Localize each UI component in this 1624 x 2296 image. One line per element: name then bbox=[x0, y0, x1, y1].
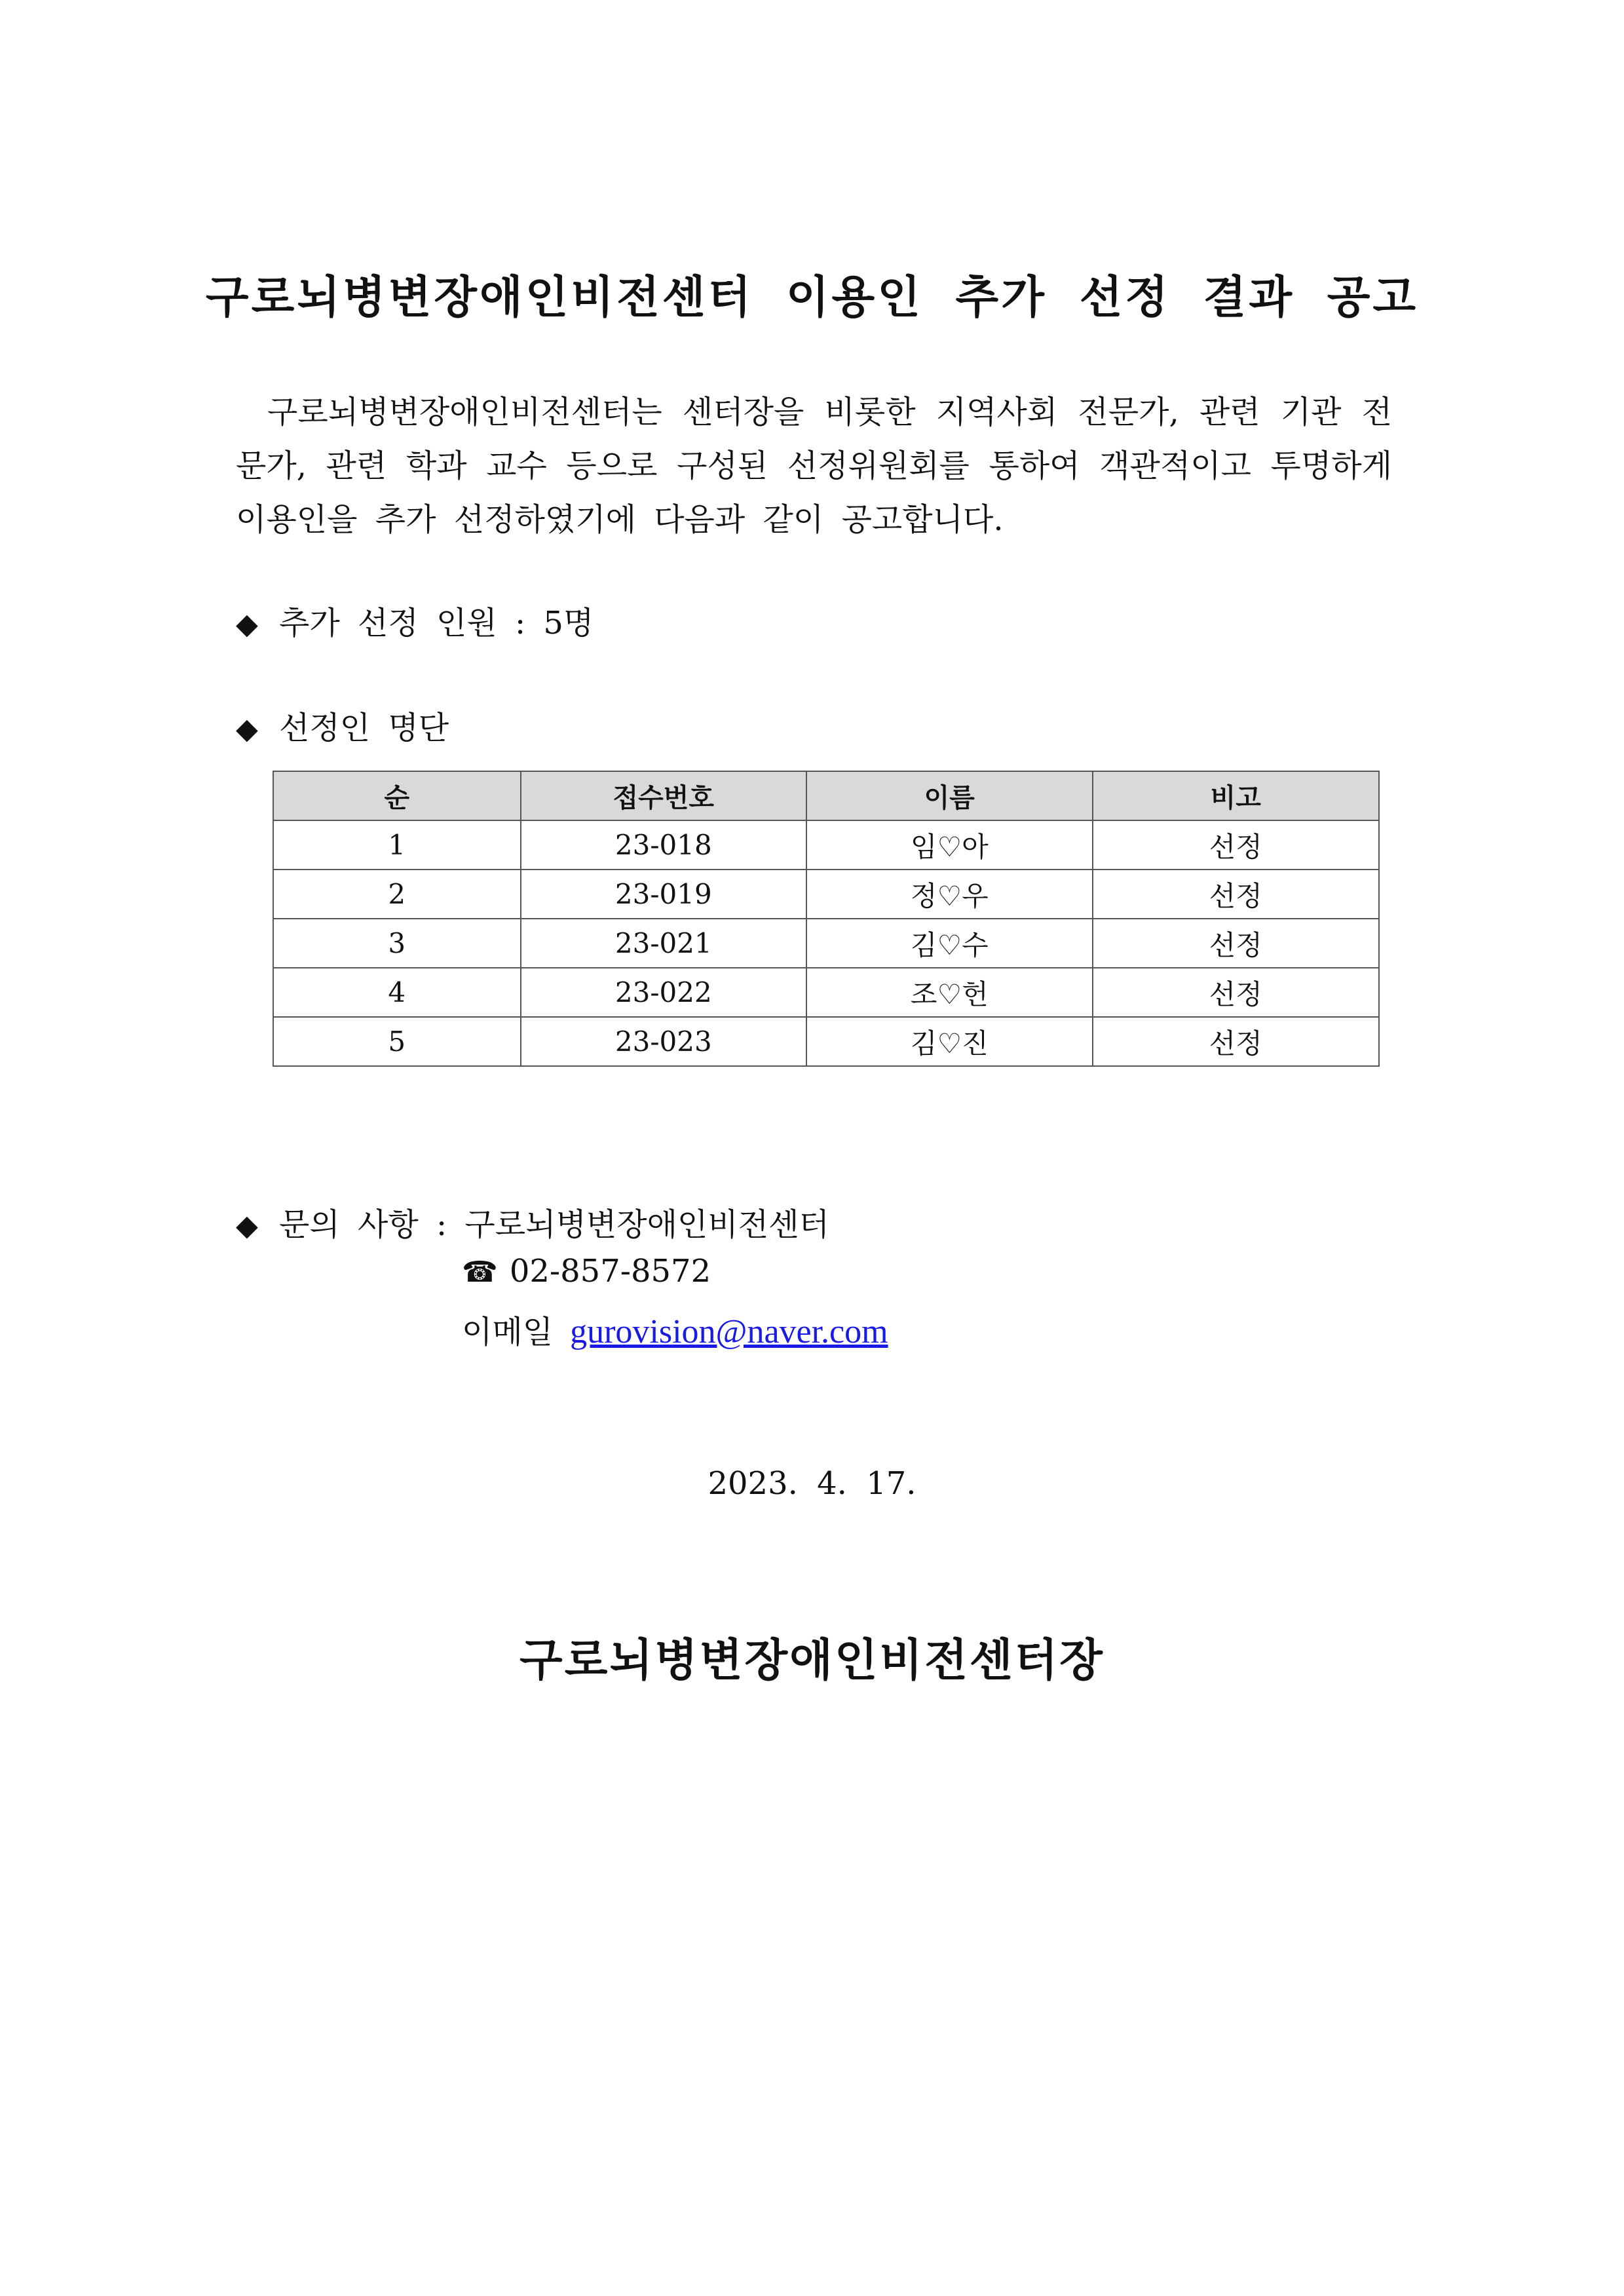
additional-count-text: 추가 선정 인원 : 5명 bbox=[279, 605, 594, 641]
table-row bbox=[273, 820, 1379, 870]
email-link[interactable]: gurovision@naver.com bbox=[570, 1313, 888, 1350]
cell-note: 선정 bbox=[1093, 1017, 1380, 1066]
document-title: 구로뇌병변장애인비전센터 이용인 추가 선정 결과 공고 bbox=[205, 272, 1419, 324]
contact-phone bbox=[462, 1253, 711, 1290]
telephone-icon: ☎ bbox=[462, 1255, 498, 1289]
cell-no: 3 bbox=[273, 919, 521, 968]
header-note: 비고 bbox=[1093, 771, 1380, 820]
cell-note: 선정 bbox=[1093, 968, 1380, 1017]
list-heading-text: 선정인 명단 bbox=[279, 710, 449, 746]
diamond-bullet-icon: ◆ bbox=[236, 712, 258, 746]
cell-name: 정♡우 bbox=[806, 870, 1092, 919]
header-no: 순 bbox=[273, 771, 521, 820]
intro-paragraph: 구로뇌병변장애인비전센터는 센터장을 비롯한 지역사회 전문가, 관련 기관 전문가, 관련 학과 교수 등으로 구성된 선정위원회를 통하여 객관적이고 투명하게 이용인을 추가 선정하였기에 다음과 같이 공고합니다. bbox=[236, 394, 1392, 538]
additional-count-item bbox=[236, 598, 594, 643]
signer-name: 구로뇌병변장애인비전센터장 bbox=[519, 1635, 1105, 1687]
cell-name: 김♡진 bbox=[806, 1017, 1092, 1066]
cell-no: 4 bbox=[273, 968, 521, 1017]
cell-name: 김♡수 bbox=[806, 919, 1092, 968]
selection-table bbox=[273, 771, 1380, 1067]
table-row bbox=[273, 870, 1379, 919]
cell-receipt: 23-018 bbox=[521, 820, 807, 870]
cell-no: 2 bbox=[273, 870, 521, 919]
cell-receipt: 23-019 bbox=[521, 870, 807, 919]
email-label: 이메일 bbox=[462, 1314, 554, 1350]
header-name: 이름 bbox=[806, 771, 1092, 820]
table-row bbox=[273, 968, 1379, 1017]
table-row bbox=[273, 1017, 1379, 1066]
diamond-bullet-icon: ◆ bbox=[236, 607, 258, 641]
contact-email bbox=[462, 1307, 888, 1352]
diamond-bullet-icon: ◆ bbox=[236, 1209, 258, 1242]
cell-receipt: 23-023 bbox=[521, 1017, 807, 1066]
phone-number: 02-857-8572 bbox=[509, 1253, 711, 1290]
contact-text: 문의 사항 : 구로뇌병변장애인비전센터 bbox=[279, 1206, 829, 1243]
cell-no: 1 bbox=[273, 820, 521, 870]
cell-note: 선정 bbox=[1093, 919, 1380, 968]
notice-date: 2023. 4. 17. bbox=[708, 1465, 916, 1502]
table-row bbox=[273, 919, 1379, 968]
cell-no: 5 bbox=[273, 1017, 521, 1066]
list-heading-item bbox=[236, 702, 449, 748]
cell-note: 선정 bbox=[1093, 870, 1380, 919]
cell-note: 선정 bbox=[1093, 820, 1380, 870]
table-header-row bbox=[273, 771, 1379, 820]
cell-receipt: 23-022 bbox=[521, 968, 807, 1017]
cell-receipt: 23-021 bbox=[521, 919, 807, 968]
cell-name: 임♡아 bbox=[806, 820, 1092, 870]
header-receipt: 접수번호 bbox=[521, 771, 807, 820]
cell-name: 조♡헌 bbox=[806, 968, 1092, 1017]
contact-item bbox=[236, 1199, 829, 1244]
